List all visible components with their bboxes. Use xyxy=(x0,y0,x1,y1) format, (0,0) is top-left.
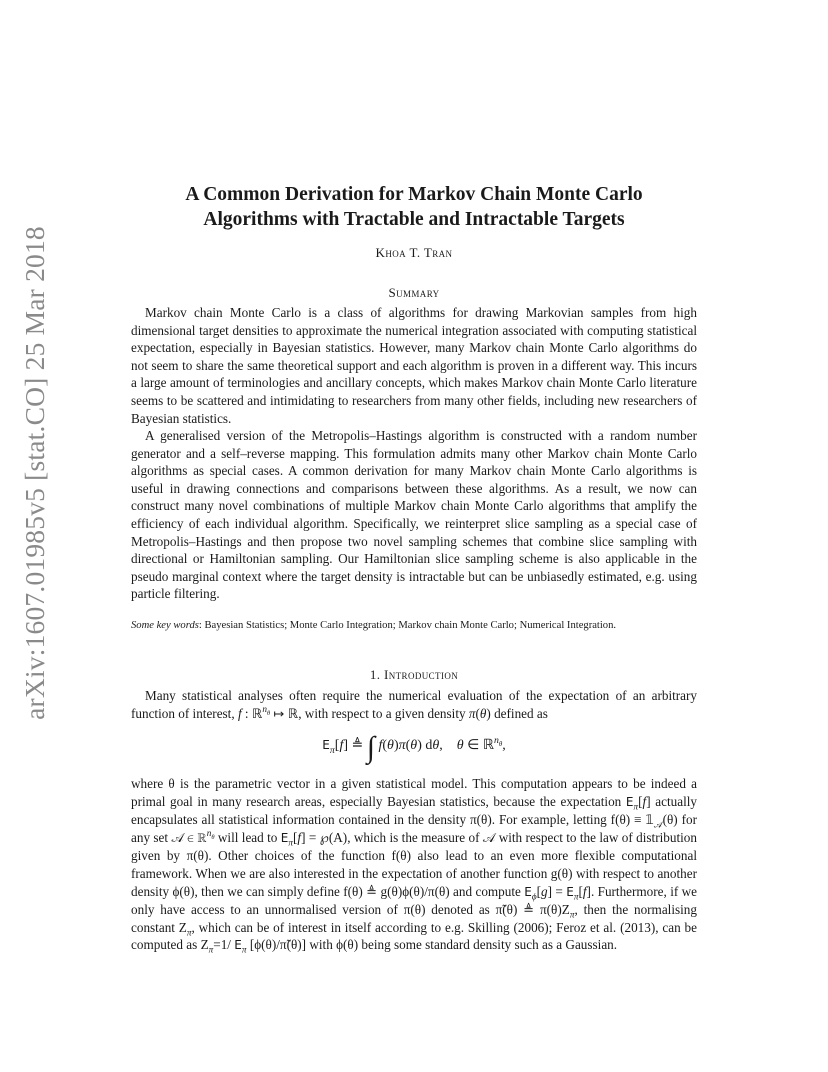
summary-heading: Summary xyxy=(388,285,440,300)
keywords xyxy=(131,619,697,633)
summary-paragraph-1: Markov chain Monte Carlo is a class of algorithms for drawing Markovian samples from high dimensional target densities to approximate the numerical integration associated with computing statistical expectation, especially in Bayesian statistics. However, many Markov chain Monte Carlo algorithms do not seem to share the same theoretical support and each algorithm is proven in a different way. This incurs a large amount of terminologies and ancillary concepts, which makes Markov chain Monte Carlo literature seems to be scattered and intimidating to researchers from many other fields, including new researchers of Bayesian statistics. xyxy=(131,305,697,426)
arxiv-sidebar xyxy=(6,226,64,720)
intro-paragraph-1: Many statistical analyses often require the numerical evaluation of the expectation of an arbitrary function of interest, f : ℝ$^{n_\theta}$ ↦ ℝ, with respect to a given density π(θ) defined as xyxy=(131,688,697,721)
summary-paragraph-2: A generalised version of the Metropolis–Hastings algorithm is constructed with a random number generator and a self–reverse mapping. This formulation admits many other Markov chain Monte Carlo algorithms as special cases. A common derivation for many Markov chain Monte Carlo algorithms is useful in drawing connections and comparisons between these algorithms. As a result, we now can construct many novel combinations of multiple Markov chain Monte Carlo algorithms that amplify the efficiency of each individual algorithm. Specifically, we reinterpret slice sampling as a special case of Metropolis–Hastings and then propose two novel sampling schemes that combine slice sampling with directional or Hamiltonian sampling. Our Hamiltonian slice sampling scheme is also applicable in the pseudo marginal context where the target density is intractable but can be unbiasedly estimated, e.g. using particle filtering. xyxy=(131,428,697,602)
arxiv-stamp: arXiv:1607.01985v5 [stat.CO] 25 Mar 2018 xyxy=(19,226,50,720)
section-heading-introduction: 1. Introduction xyxy=(369,667,459,682)
keywords-label: Some key words xyxy=(131,620,199,631)
intro-paragraph-2: where θ is the parametric vector in a given statistical model. This computation appears to be indeed a primal goal in many research areas, especially Bayesian statistics, because the expectation $E_\pi[f]$ actually encapsulates all statistical information contained in the density π(θ). For example, letting $f(\theta) \equiv 𝟙_𝒜(\theta)$ for any set 𝒜 ∈ ℝ$^{n_\theta}$ will lead to $E_\pi[f]$ = ℘(A), which is the measure of 𝒜 with respect to the law of distribution given by π(θ). Other choices of the function f(θ) also lead to an even more flexible computational framework. When we are also interested in the expectation of another function g(θ) with respect to another density ϕ(θ), then we can simply define f(θ) ≜ g(θ)ϕ(θ)/π(θ) and compute $E_\phi[g] = E_\pi[f]$. Furthermore, if we only have access to an unnormalised version of π(θ) denoted as π̃(θ) ≜ $\pi(\theta)Z_\pi$, then the normalising constant $Z_\pi$, which can be of interest in itself according to e.g. Skilling (2006); Feroz et al. (2013), can be computed as $Z_\pi=1/$ $E_\pi$ [ϕ(θ)/π̃(θ)] with ϕ(θ) being some standard density such as a Gaussian. xyxy=(131,776,697,955)
expectation-equation: $E_\pi[f]$ ≜ ∫ f(θ)π(θ) dθ, θ ∈ ℝ$^{n_\theta}$, xyxy=(322,731,506,764)
title-line-2: Algorithms with Tractable and Intractable Targets xyxy=(203,209,625,230)
author-name: Khoa T. Tran xyxy=(375,245,453,260)
paper-title xyxy=(131,182,697,232)
keywords-text: : Bayesian Statistics; Monte Carlo Integration; Markov chain Monte Carlo; Numerical Integration. xyxy=(198,620,617,631)
title-line-1: A Common Derivation for Markov Chain Monte Carlo xyxy=(185,184,643,205)
